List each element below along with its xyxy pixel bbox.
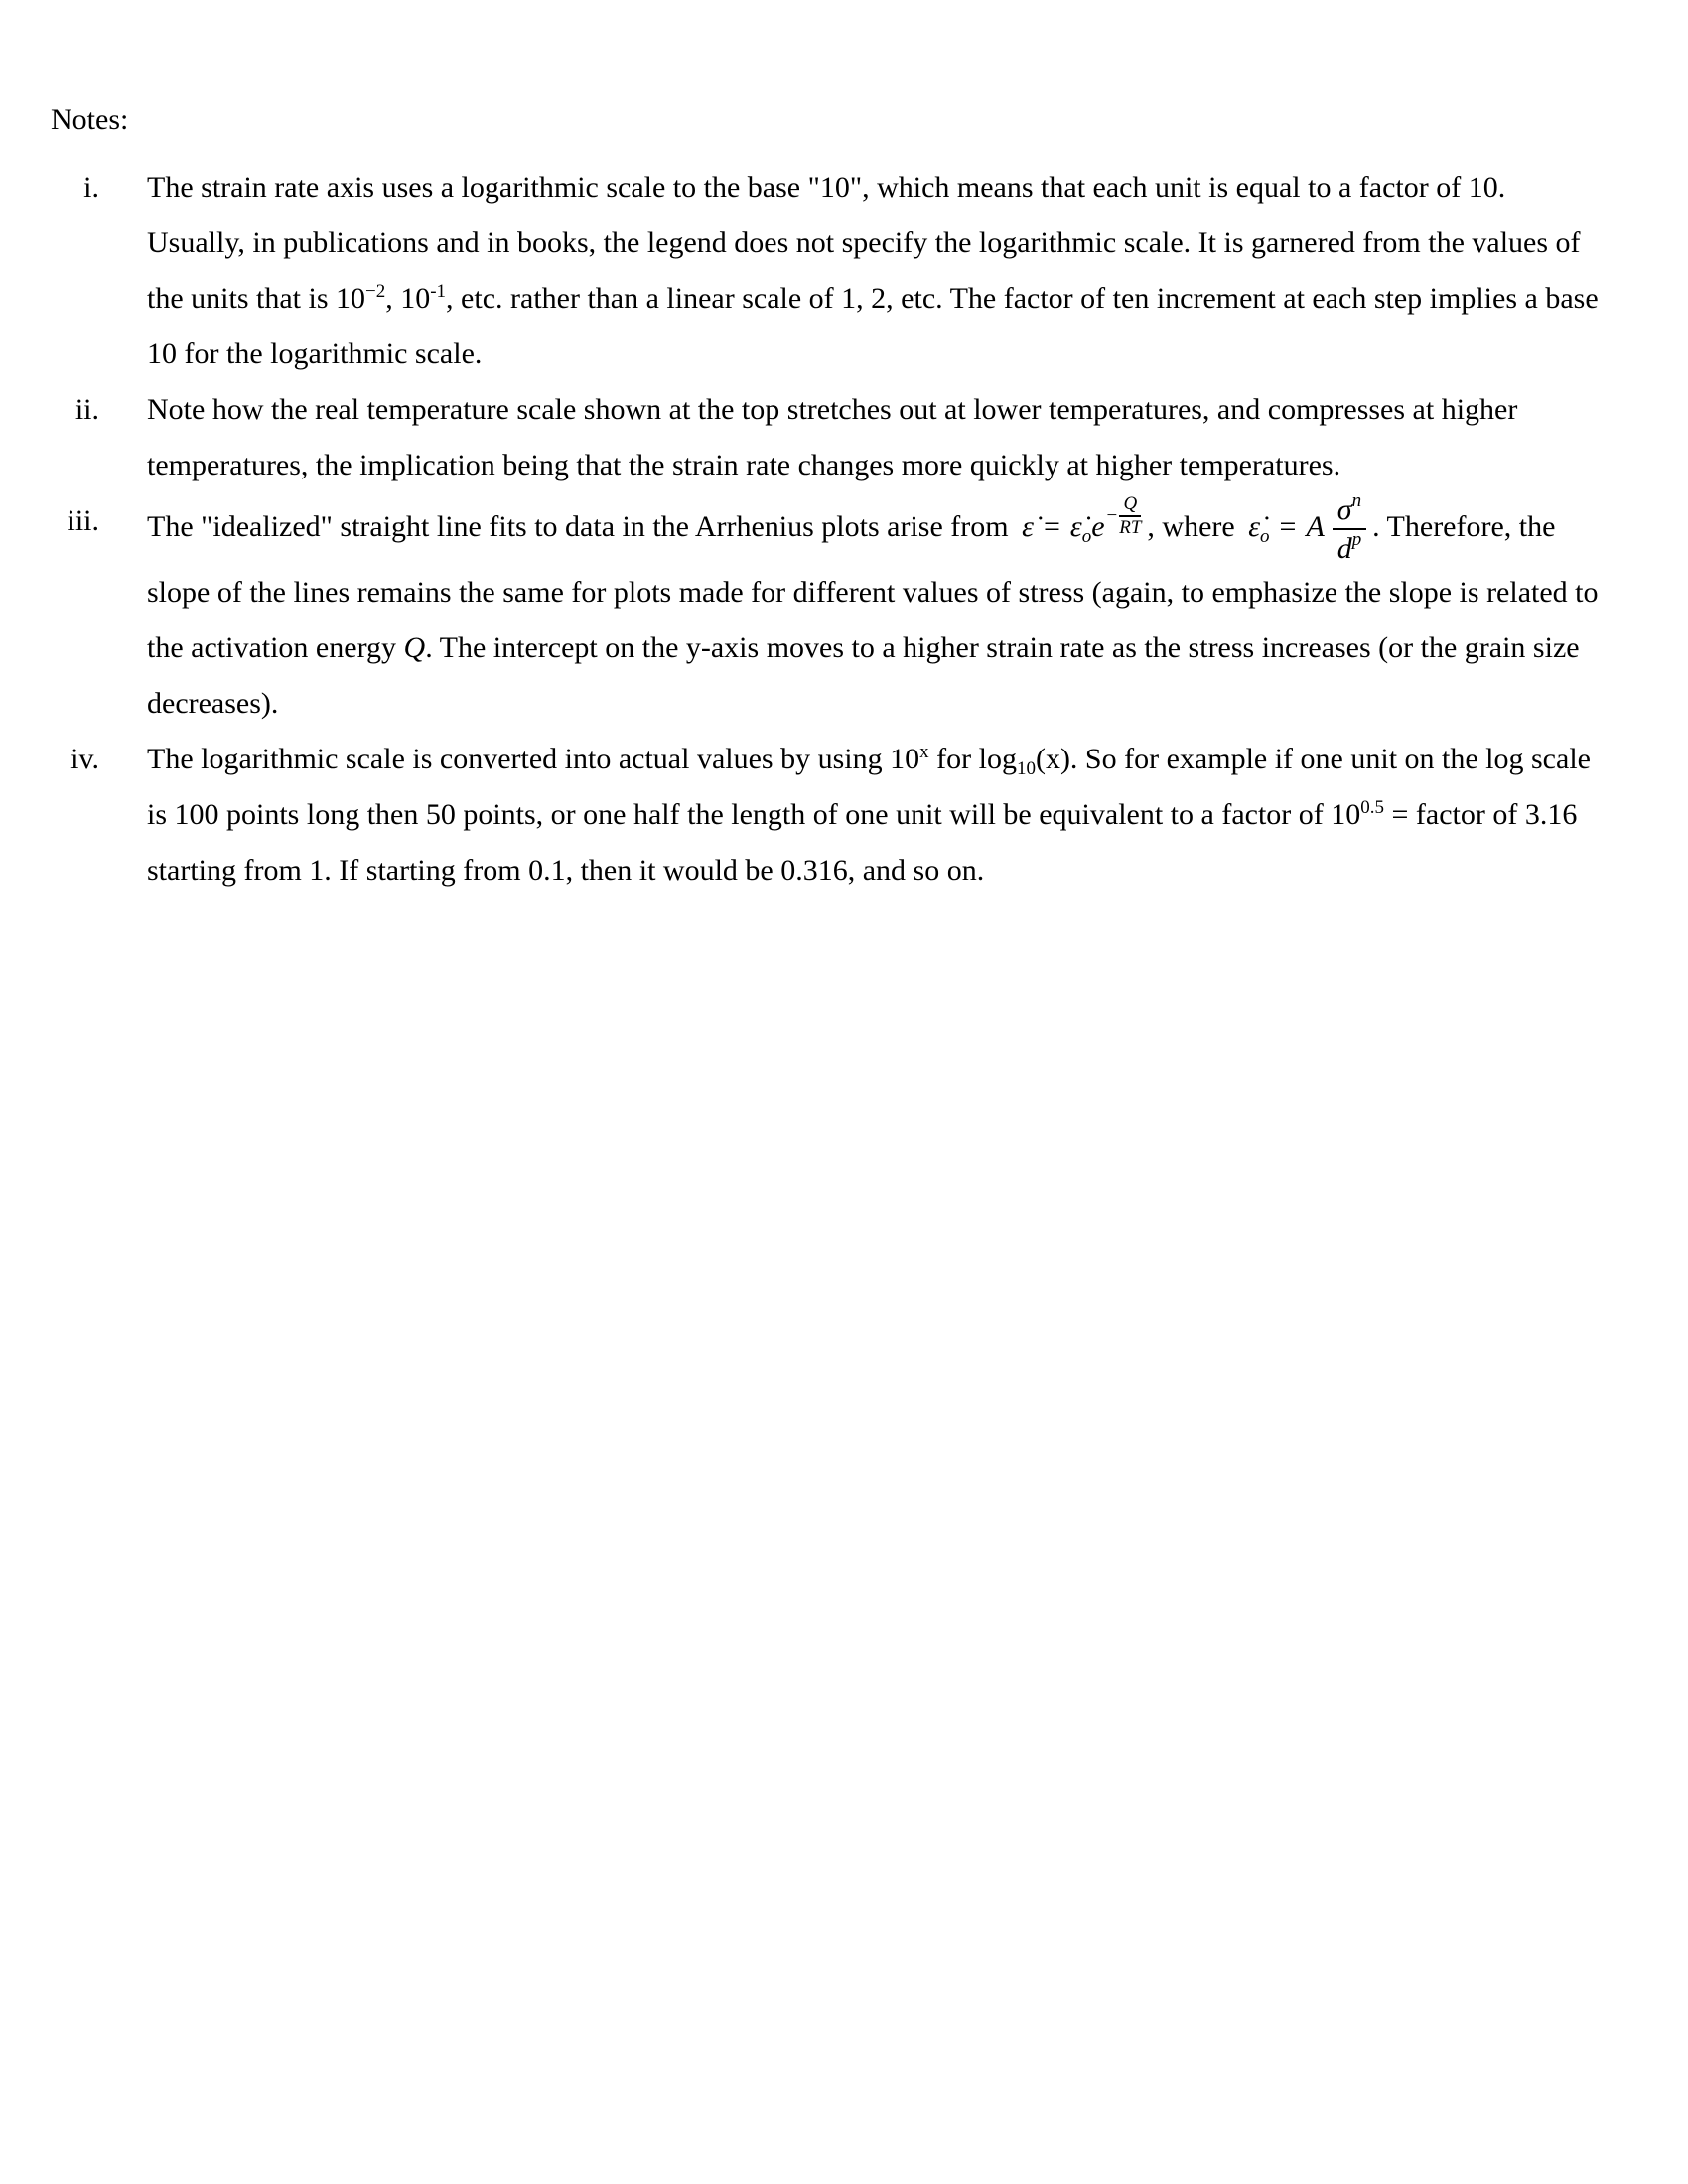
text-segment: . Therefore, the slope of the lines remains the same for plots made for different values of stress (again, to emphasize the slope is related to the activation energy: [147, 509, 1599, 664]
text-segment: Note how the real temperature scale shown at the top stretches out at lower temperatures, and compresses at higher temperatures, the implication being that the strain rate changes more quickly at higher temperatures.: [147, 393, 1518, 481]
text-segment: = factor of 3.16 starting from 1. If starting from 0.1, then it would be 0.316, and so on.: [147, 798, 1578, 887]
text-segment: , etc. rather than a linear scale of 1, 2, etc. The factor of ten increment at each step implies a base 10 for the logarithmic scale.: [147, 282, 1599, 370]
fraction-denominator: RT: [1119, 516, 1142, 538]
euler-e-symbol: e: [1091, 509, 1105, 543]
grain-size-d-symbol: d: [1336, 532, 1352, 565]
strain-rate-arrhenius-formula: [1022, 492, 1142, 547]
epsilon-dot-symbol: ε̇: [1069, 509, 1082, 543]
subscript-o: o: [1260, 525, 1270, 547]
exponent-fraction: [1107, 494, 1142, 538]
note-item-ii: [51, 382, 1628, 493]
note-item-iv: [51, 732, 1628, 898]
note-item-i: [51, 160, 1628, 382]
activation-energy-Q-symbol: Q: [403, 631, 426, 664]
superscript-n: n: [1351, 490, 1362, 511]
minus-sign: −: [1106, 504, 1118, 526]
epsilon-dot-symbol: ε̇: [1248, 509, 1261, 543]
text-segment: , where: [1147, 509, 1243, 543]
coefficient-A-symbol: A: [1306, 509, 1325, 543]
superscript-exponent: -1: [430, 281, 447, 302]
superscript-x: x: [919, 742, 929, 762]
sigma-symbol: σ: [1336, 493, 1352, 526]
note-number-iii: iii.: [67, 504, 99, 537]
text-segment: . The intercept on the y-axis moves to a higher strain rate as the stress increases (or the grain size decreases).: [147, 631, 1580, 720]
fraction-denominator: [1333, 530, 1366, 565]
text-segment: for log: [928, 743, 1017, 775]
superscript-p: p: [1351, 529, 1362, 550]
note-number-iv: iv.: [70, 743, 99, 775]
subscript-o: o: [1081, 525, 1092, 547]
notes-heading: Notes:: [51, 103, 129, 136]
note-text-i: [147, 160, 1602, 382]
text-segment: The logarithmic scale is converted into actual values by using 10: [147, 743, 920, 775]
text-segment: The "idealized" straight line fits to data in the Arrhenius plots arise from: [147, 509, 1017, 543]
text-segment: The strain rate axis uses a logarithmic scale to the base "10", which means that each unit is equal to a factor of 10. Usually, in publications and in books, the legend does not specify the logarithmic scale. It is garnered from the values of the units that is 10: [147, 171, 1581, 315]
note-text-iv: [147, 732, 1602, 898]
sigma-over-d-fraction: [1333, 490, 1366, 565]
q-over-rt-fraction: [1119, 494, 1141, 538]
note-item-iii: [51, 490, 1628, 732]
superscript-exponent: −2: [365, 281, 386, 302]
note-number-ii: ii.: [74, 393, 99, 426]
preexponential-formula: [1248, 490, 1366, 565]
fraction-numerator: Q: [1119, 494, 1141, 517]
equals-sign: =: [1279, 509, 1297, 543]
note-number-i: i.: [83, 171, 99, 204]
note-text-ii: [147, 382, 1602, 493]
epsilon-dot-symbol: ε̇: [1022, 509, 1034, 543]
note-text-iii: [147, 490, 1602, 732]
superscript-0-5: 0.5: [1360, 797, 1385, 818]
fraction-numerator: [1333, 490, 1366, 530]
document-page: [0, 0, 1688, 898]
text-segment: (x). So for example if one unit on the log scale is 100 points long then 50 points, or one half the length of one unit will be equivalent to a factor of 10: [147, 743, 1591, 831]
text-segment: , 10: [385, 282, 431, 315]
subscript-10: 10: [1016, 758, 1036, 779]
equals-sign: =: [1043, 509, 1060, 543]
notes-list: [51, 160, 1628, 898]
